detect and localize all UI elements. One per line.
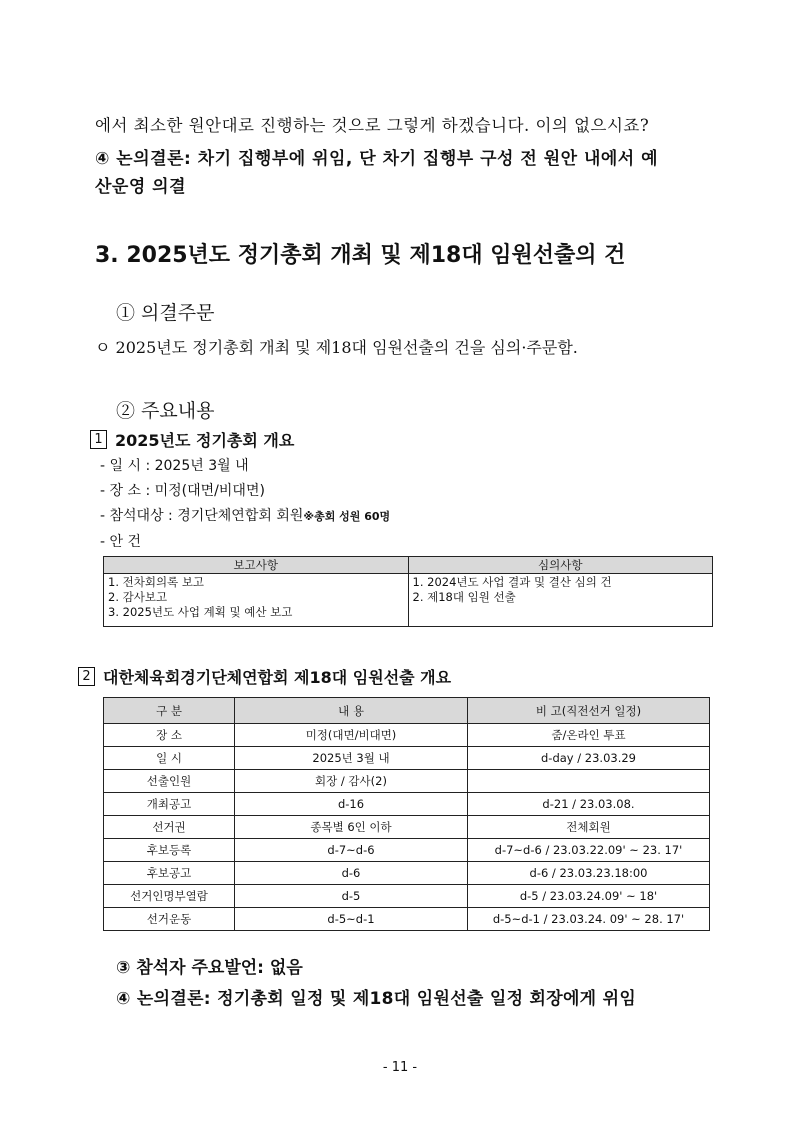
agenda-review-item: 1. 2024년도 사업 결과 및 결산 심의 건 bbox=[412, 575, 612, 589]
row-label: 장 소 bbox=[104, 724, 235, 747]
agenda-header-report: 보고사항 bbox=[104, 557, 409, 574]
agenda-header-review: 심의사항 bbox=[408, 557, 713, 574]
row-label: 선출인원 bbox=[104, 770, 235, 793]
row-content: d-16 bbox=[235, 793, 468, 816]
page-number: - 11 - bbox=[382, 1060, 418, 1075]
agenda-report-item: 3. 2025년도 사업 계획 및 예산 보고 bbox=[108, 605, 293, 619]
agenda-report-cell bbox=[104, 574, 409, 627]
table-row bbox=[104, 885, 710, 908]
attendees-text: - 참석대상 : 경기단체연합회 회원 bbox=[100, 508, 304, 524]
row-content: 2025년 3월 내 bbox=[235, 747, 468, 770]
subsection-title-resolution: ① 의결주문 bbox=[116, 302, 215, 324]
election-header: 비 고(직전선거 일정) bbox=[468, 698, 710, 724]
row-note: d-6 / 23.03.23.18:00 bbox=[468, 862, 710, 885]
row-label: 일 시 bbox=[104, 747, 235, 770]
row-content: d-7~d-6 bbox=[235, 839, 468, 862]
row-content: d-5 bbox=[235, 885, 468, 908]
attendee-remarks: ③ 참석자 주요발언: 없음 bbox=[116, 958, 303, 978]
row-content: d-6 bbox=[235, 862, 468, 885]
agenda-review-cell bbox=[408, 574, 713, 627]
section-heading: 3. 2025년도 정기총회 개최 및 제18대 임원선출의 건 bbox=[95, 243, 626, 268]
table-row bbox=[104, 770, 710, 793]
detail-date: - 일 시 : 2025년 3월 내 bbox=[100, 458, 249, 474]
row-content: 종목별 6인 이하 bbox=[235, 816, 468, 839]
row-label: 선거권 bbox=[104, 816, 235, 839]
row-label: 선거인명부열람 bbox=[104, 885, 235, 908]
paragraph-line-2: ④ 논의결론: 차기 집행부에 위임, 단 차기 집행부 구성 전 원안 내에서 예 bbox=[95, 149, 659, 169]
discussion-conclusion: ④ 논의결론: 정기총회 일정 및 제18대 임원선출 일정 회장에게 위임 bbox=[116, 989, 637, 1009]
row-note: d-day / 23.03.29 bbox=[468, 747, 710, 770]
row-note: 줌/온라인 투표 bbox=[468, 724, 710, 747]
table-row bbox=[104, 724, 710, 747]
row-content: 미정(대면/비대면) bbox=[235, 724, 468, 747]
agenda-report-item: 2. 감사보고 bbox=[108, 590, 168, 604]
row-content: d-5~d-1 bbox=[235, 908, 468, 931]
row-content: 회장 / 감사(2) bbox=[235, 770, 468, 793]
row-label: 후보등록 bbox=[104, 839, 235, 862]
box-number: 1 bbox=[90, 430, 107, 449]
table-row bbox=[104, 816, 710, 839]
row-note: 전체회원 bbox=[468, 816, 710, 839]
detail-attendees bbox=[100, 505, 390, 525]
paragraph-line-1: 에서 최소한 원안대로 진행하는 것으로 그렇게 하겠습니다. 이의 없으시죠? bbox=[95, 116, 650, 135]
row-label: 개최공고 bbox=[104, 793, 235, 816]
election-header: 내 용 bbox=[235, 698, 468, 724]
agenda-table bbox=[103, 556, 713, 627]
box-heading-2 bbox=[78, 665, 451, 688]
table-row bbox=[104, 908, 710, 931]
row-note: d-5~d-1 / 23.03.24. 09' ~ 28. 17' bbox=[468, 908, 710, 931]
table-row bbox=[104, 793, 710, 816]
election-table bbox=[103, 697, 710, 931]
row-label: 선거운동 bbox=[104, 908, 235, 931]
box-heading-text: 대한체육회경기단체연합회 제18대 임원선출 개요 bbox=[103, 668, 452, 687]
row-note bbox=[468, 770, 710, 793]
attendees-note: ※총회 성원 60명 bbox=[303, 510, 391, 523]
box-heading-text: 2025년도 정기총회 개요 bbox=[115, 431, 295, 450]
election-header: 구 분 bbox=[104, 698, 235, 724]
detail-agenda: - 안 건 bbox=[100, 534, 142, 550]
paragraph-line-3: 산운영 의결 bbox=[95, 177, 187, 197]
box-number: 2 bbox=[78, 667, 95, 686]
box-heading-1 bbox=[90, 428, 294, 451]
row-note: d-5 / 23.03.24.09' ~ 18' bbox=[468, 885, 710, 908]
subsection-title-main-content: ② 주요내용 bbox=[116, 400, 215, 422]
row-note: d-7~d-6 / 23.03.22.09' ~ 23. 17' bbox=[468, 839, 710, 862]
row-note: d-21 / 23.03.08. bbox=[468, 793, 710, 816]
agenda-report-item: 1. 전차회의록 보고 bbox=[108, 575, 205, 589]
row-label: 후보공고 bbox=[104, 862, 235, 885]
agenda-review-item: 2. 제18대 임원 선출 bbox=[412, 590, 516, 604]
table-row bbox=[104, 862, 710, 885]
detail-place: - 장 소 : 미정(대면/비대면) bbox=[100, 483, 265, 499]
resolution-bullet: ㅇ 2025년도 정기총회 개최 및 제18대 임원선출의 건을 심의·주문함. bbox=[95, 338, 578, 357]
table-row bbox=[104, 839, 710, 862]
table-row bbox=[104, 747, 710, 770]
